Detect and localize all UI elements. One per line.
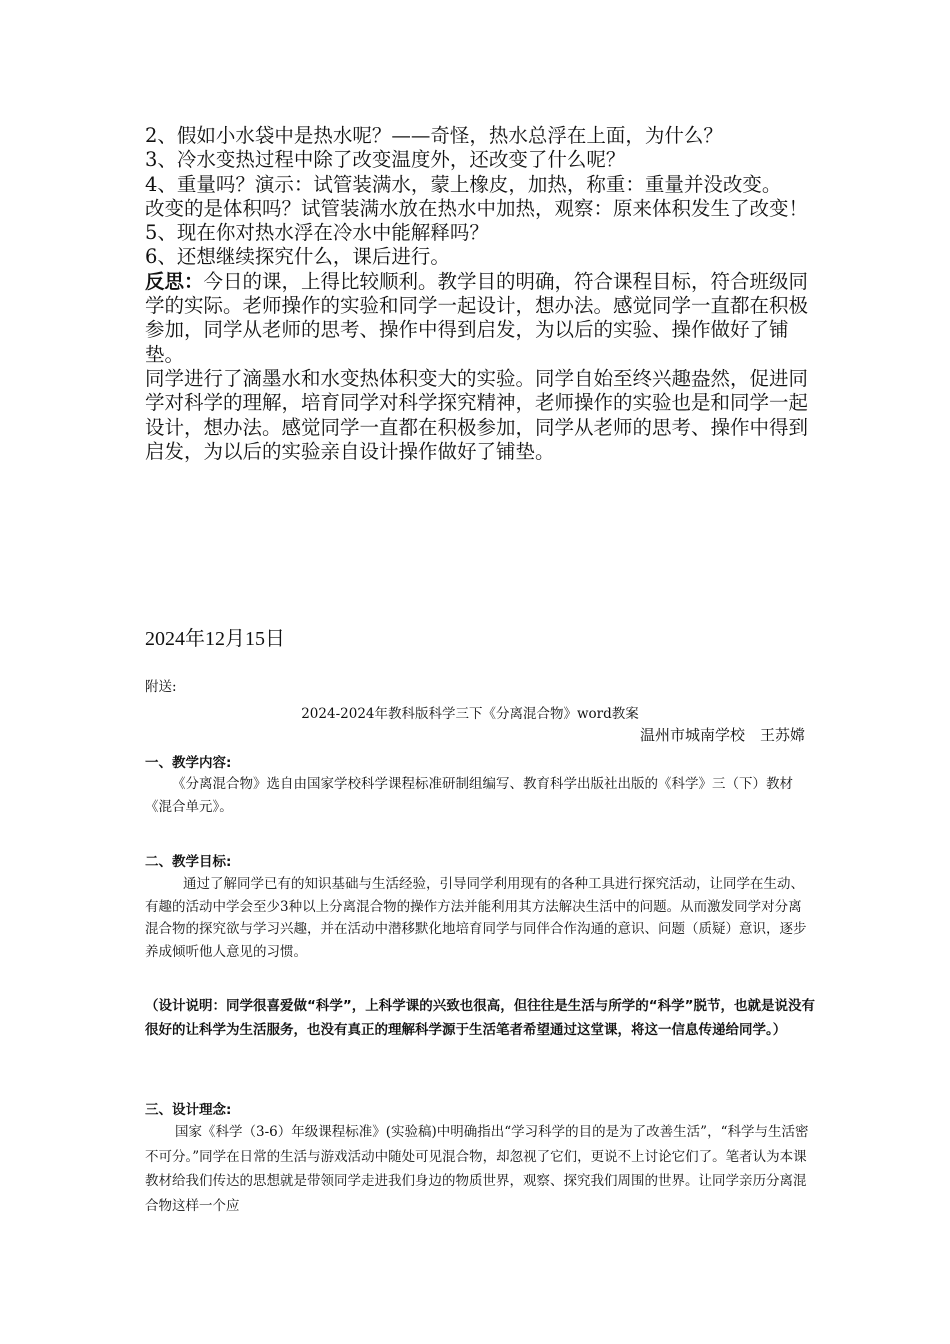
section-2-text: 通过了解同学已有的知识基础与生活经验，引导同学利用现有的各种工具进行探究活动，让同学在生动、有趣的活动中学会至少3种以上分离混合物的操作方法并能利用其方法解决生活中的问题。从而激发同学对分离混合物的探究欲与学习兴趣，并在活动中潜移默化地培育同学与同伴合作沟通的意识、问题（质疑）意识，逐步养成倾听他人意见的习惯。 [145, 876, 807, 960]
section-2-heading: 二、教学目标: [145, 854, 232, 870]
section-3-heading: 三、设计理念: [145, 1102, 232, 1118]
lesson-steps [145, 124, 810, 464]
step-3: 3、冷水变热过程中除了改变温度外，还改变了什么呢？ [145, 148, 626, 172]
section-1-heading: 一、教学内容: [145, 755, 232, 771]
section-3-text: 国家《科学（3-6）年级课程标准》(实验稿)中明确指出“学习科学的目的是为了改善生活”，“科学与生活密不可分。”同学在日常的生活与游戏活动中随处可见混合物，却忽视了它们，更说不上讨论它们了。笔者认为本课教材给我们传达的思想就是带领同学走进我们身边的物质世界，观察、探究我们周围的世界。让同学亲历分离混合物这样一个应 [145, 1124, 809, 1214]
section-1-text: 《分离混合物》选自由国家学校科学课程标准研制组编写、教育科学出版社出版的《科学》三（下）教材《混合单元》。 [145, 776, 793, 815]
appendix-title: 2024-2024年教科版科学三下《分离混合物》word教案 [301, 706, 639, 722]
step-4-continued: 改变的是体积吗？试管装满水放在热水中加热，观察：原来体积发生了改变！ [145, 196, 809, 220]
document-date: 2024年12月15日 [145, 628, 285, 650]
step-6: 6、还想继续探究什么，课后进行。 [145, 245, 450, 269]
reflection-label: 反思： [145, 269, 204, 293]
section-2-design-note: （设计说明：同学很喜爱做“科学”，上科学课的兴致也很高，但往往是生活与所学的“科学”脱节，也就是说没有很好的让科学为生活服务，也没有真正的理解科学源于生活笔者希望通过这堂课，将这一信息传递给同学。） [145, 998, 815, 1039]
step-2: 2、假如小水袋中是热水呢？——奇怪，热水总浮在上面，为什么？ [145, 124, 723, 147]
reflection-paragraph-2: 同学进行了滴墨水和水变热体积变大的实验。同学自始至终兴趣盎然，促进同学对科学的理解，培育同学对科学探究精神，老师操作的实验也是和同学一起设计，想办法。感觉同学一直都在积极参加，同学从老师的思考、操作中得到启发，为以后的实验亲自设计操作做好了铺垫。 [145, 366, 809, 463]
appendix-label: 附送: [145, 679, 177, 695]
step-4: 4、重量吗？演示：试管装满水，蒙上橡皮，加热，称重：重量并没改变。 [145, 172, 782, 196]
step-5: 5、现在你对热水浮在冷水中能解释吗？ [145, 221, 489, 245]
reflection-text: 今日的课，上得比较顺利。教学目的明确，符合课程目标，符合班级同学的实际。老师操作的实验和同学一起设计，想办法。感觉同学一直都在积极参加，同学从老师的思考、操作中得到启发，为以后的实验、操作做好了铺垫。 [145, 269, 809, 366]
appendix-author: 温州市城南学校 王苏嫦 [639, 726, 805, 744]
reflection-paragraph [145, 270, 810, 367]
